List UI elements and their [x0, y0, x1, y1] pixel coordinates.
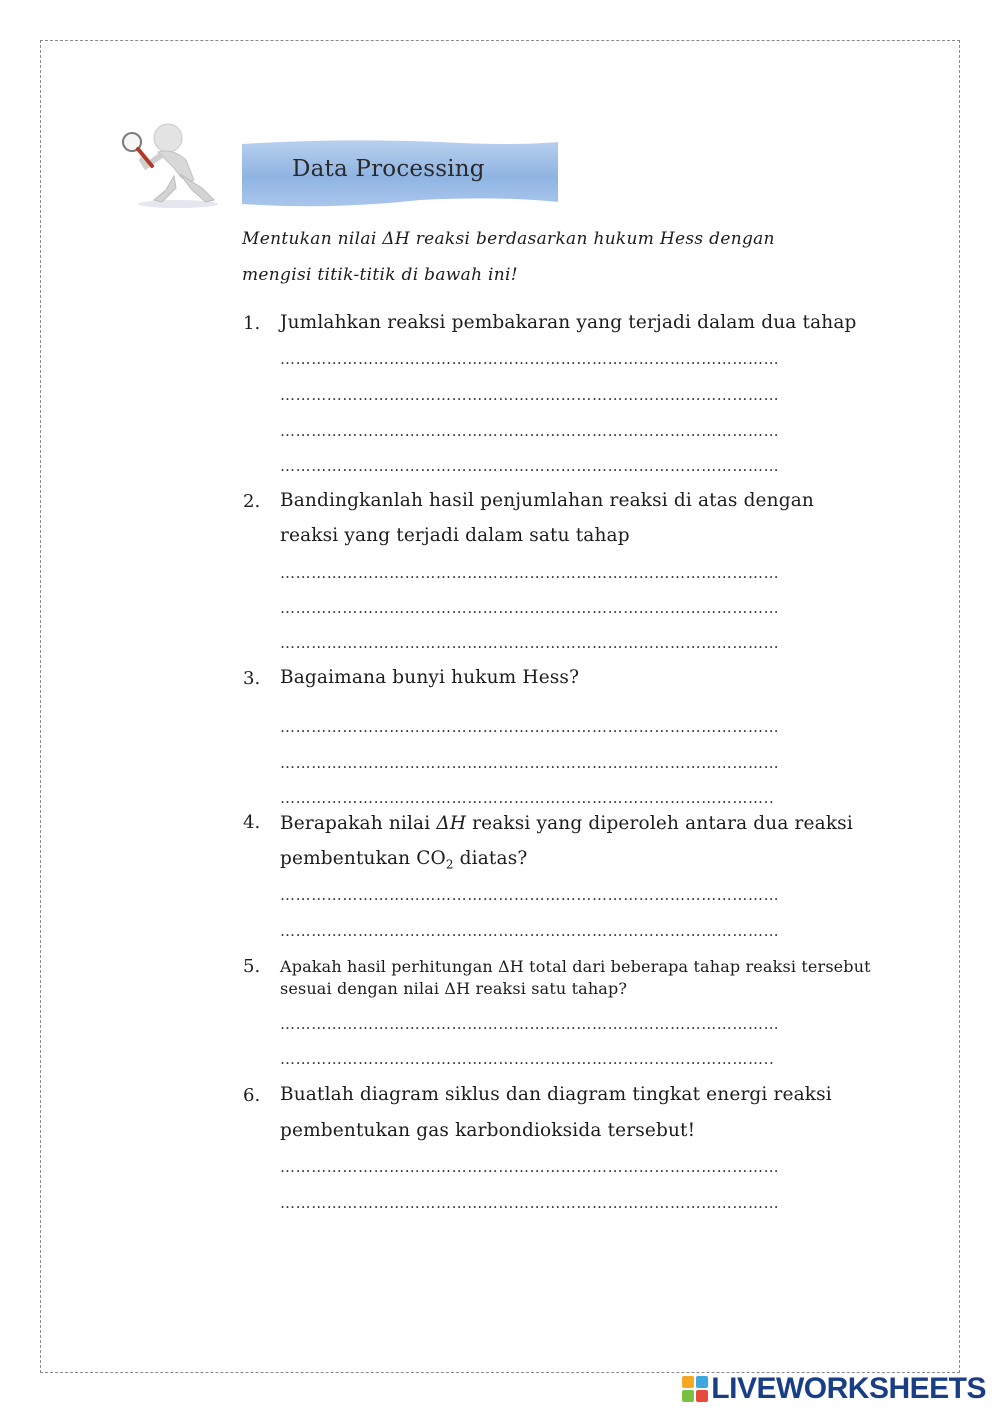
delta-h-symbol: ΔH [436, 813, 467, 834]
answer-line[interactable]: …………………………………………………………………………………… [280, 350, 780, 368]
question-1-text: Jumlahkan reaksi pembakaran yang terjadi dalam dua tahap [280, 312, 857, 333]
question-5-line-2: sesuai dengan nilai ΔH reaksi satu tahap? [280, 979, 628, 998]
answer-line[interactable]: …………………………………………………………………………………… [280, 922, 780, 940]
question-2-text-line-1: Bandingkanlah hasil penjumlahan reaksi di atas dengan [280, 490, 814, 511]
question-2-text-line-2: reaksi yang terjadi dalam satu tahap [280, 525, 630, 546]
instruction-line-1: Mentukan nilai ΔH reaksi berdasarkan hukum Hess dengan [242, 229, 775, 249]
answer-line[interactable]: …………………………………………………………………………………… [280, 754, 780, 772]
detective-figure-illustration [118, 118, 228, 210]
answer-line[interactable]: …………………………………………………………………………………… [280, 422, 780, 440]
section-title: Data Processing [292, 156, 485, 182]
instruction-line-2: mengisi titik-titik di bawah ini! [242, 265, 518, 285]
question-3-text: Bagaimana bunyi hukum Hess? [280, 667, 580, 688]
answer-line[interactable]: ………………………………………………………………………………….. [280, 1050, 775, 1068]
answer-line[interactable]: ………………………………………………………………………………….. [280, 789, 775, 807]
co2-subscript: 2 [445, 857, 454, 872]
answer-line[interactable]: …………………………………………………………………………………… [280, 457, 780, 475]
question-number: 5. [243, 956, 261, 977]
question-number: 2. [243, 491, 261, 512]
answer-line[interactable]: …………………………………………………………………………………… [280, 718, 780, 736]
question-6-text-line-1: Buatlah diagram siklus dan diagram tingkat energi reaksi [280, 1084, 832, 1105]
answer-line[interactable]: …………………………………………………………………………………… [280, 886, 780, 904]
answer-line[interactable]: …………………………………………………………………………………… [280, 599, 780, 617]
logo-text: LIVEWORKSHEETS [711, 1372, 986, 1405]
liveworksheets-icon [682, 1376, 708, 1402]
question-4-text-pre-2: pembentukan CO [280, 848, 446, 869]
logo-tile [696, 1390, 708, 1402]
question-number: 3. [243, 668, 261, 689]
answer-line[interactable]: …………………………………………………………………………………… [280, 386, 780, 404]
answer-line[interactable]: …………………………………………………………………………………… [280, 1158, 780, 1176]
question-4-text-post-2: diatas? [453, 848, 528, 869]
question-6-text-line-2: pembentukan gas karbondioksida tersebut! [280, 1120, 696, 1141]
answer-line[interactable]: …………………………………………………………………………………… [280, 1194, 780, 1212]
answer-line[interactable]: …………………………………………………………………………………… [280, 564, 780, 582]
logo-tile [682, 1390, 694, 1402]
logo-tile [696, 1376, 708, 1388]
question-number: 4. [243, 812, 261, 833]
question-4-text-line-2 [280, 848, 527, 872]
question-4-text-pre: Berapakah nilai [280, 813, 437, 834]
logo-tile [682, 1376, 694, 1388]
answer-line[interactable]: …………………………………………………………………………………… [280, 634, 780, 652]
answer-line[interactable]: …………………………………………………………………………………… [280, 1015, 780, 1033]
question-5-text [280, 956, 900, 1000]
question-5-line-1: Apakah hasil perhitungan ΔH total dari beberapa tahap reaksi tersebut [280, 957, 871, 976]
liveworksheets-logo[interactable] [682, 1372, 986, 1406]
question-number: 6. [243, 1085, 261, 1106]
question-4-text-post: reaksi yang diperoleh antara dua reaksi [466, 813, 853, 834]
question-number: 1. [243, 313, 261, 334]
question-4-text-line-1 [280, 813, 853, 834]
